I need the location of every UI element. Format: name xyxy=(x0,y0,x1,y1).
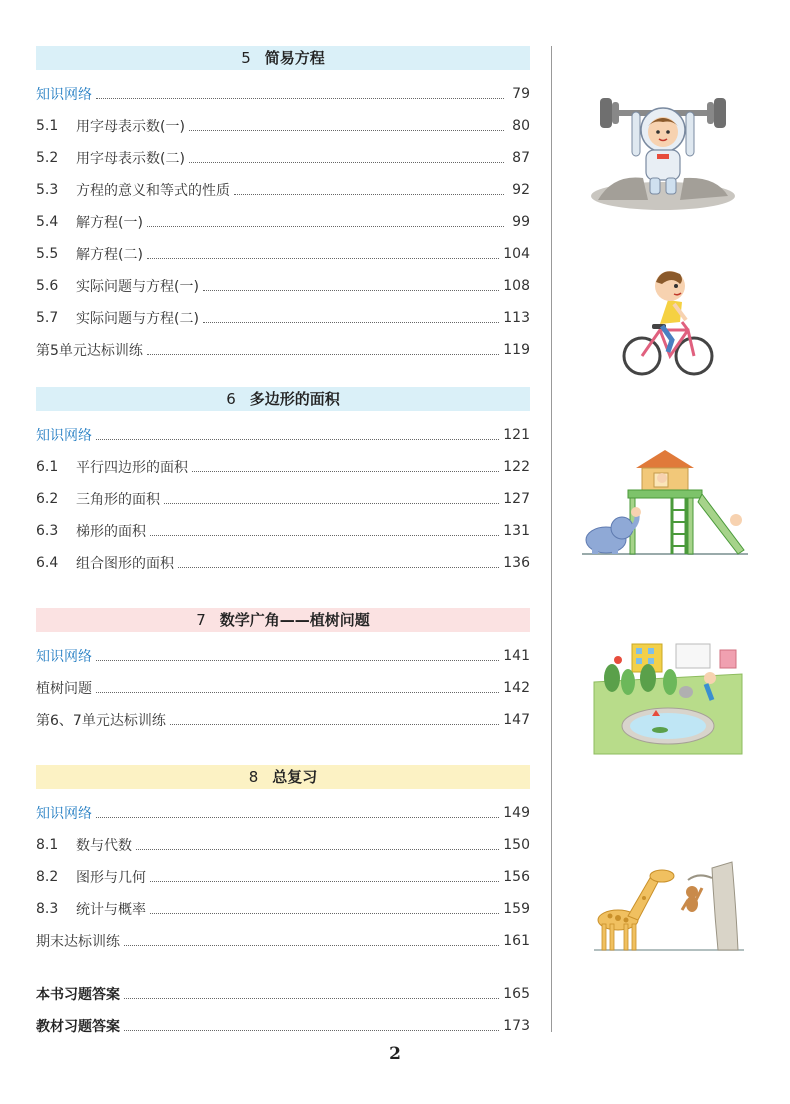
toc-entry[interactable] xyxy=(36,334,530,366)
section-number: 5 xyxy=(241,49,251,67)
dot-leader xyxy=(189,162,504,163)
entry-title: 期末达标训练 xyxy=(36,934,120,950)
entry-number: 5.3 xyxy=(36,182,59,198)
toc-entry[interactable] xyxy=(36,704,530,736)
entry-number: 6.2 xyxy=(36,491,59,507)
dot-leader xyxy=(124,998,499,999)
giraffe-monkey-illustration xyxy=(588,858,748,956)
entry-number: 5.5 xyxy=(36,246,59,262)
toc-entry[interactable] xyxy=(36,142,530,174)
entry-title: 解方程(一) xyxy=(76,215,143,231)
entry-page: 165 xyxy=(503,986,530,1002)
entry-title: 梯形的面积 xyxy=(76,524,146,540)
entry-number: 8.1 xyxy=(36,837,59,853)
entry-title: 数与代数 xyxy=(76,838,132,854)
toc-entry[interactable] xyxy=(36,978,530,1010)
playground-slide-elephant-illustration xyxy=(582,448,748,558)
entry-title: 用字母表示数(一) xyxy=(76,119,185,135)
section-number: 8 xyxy=(248,768,259,786)
toc-entry[interactable] xyxy=(36,110,530,142)
dot-leader xyxy=(178,567,499,568)
entry-page: 80 xyxy=(512,118,530,134)
dot-leader xyxy=(234,194,504,195)
column-divider xyxy=(551,46,552,1032)
section-title: 数学广角——植树问题 xyxy=(219,611,370,629)
entry-title: 知识网络 xyxy=(36,428,92,444)
section-6 xyxy=(36,387,530,579)
section-7 xyxy=(36,608,530,736)
entry-page: 136 xyxy=(503,555,530,571)
toc-entry[interactable] xyxy=(36,829,530,861)
entry-title: 实际问题与方程(二) xyxy=(76,311,199,327)
dot-leader xyxy=(96,98,504,99)
toc-entry[interactable] xyxy=(36,302,530,334)
section-5 xyxy=(36,46,530,366)
toc-entry[interactable] xyxy=(36,78,530,110)
entry-title: 知识网络 xyxy=(36,649,92,665)
entry-page: 159 xyxy=(503,901,530,917)
entry-page: 79 xyxy=(512,86,530,102)
entry-title: 组合图形的面积 xyxy=(76,556,174,572)
toc-entry[interactable] xyxy=(36,174,530,206)
toc-entry[interactable] xyxy=(36,1010,530,1042)
entry-title: 解方程(二) xyxy=(76,247,143,263)
dot-leader xyxy=(96,660,499,661)
dot-leader xyxy=(150,535,499,536)
appendix xyxy=(36,978,530,1042)
toc-entry[interactable] xyxy=(36,925,530,957)
entry-number: 5.4 xyxy=(36,214,59,230)
entry-title: 教材习题答案 xyxy=(36,1019,120,1035)
park-pond-illustration xyxy=(592,638,744,756)
section-number: 7 xyxy=(196,611,206,629)
entry-number: 5.1 xyxy=(36,118,59,134)
toc-entry[interactable] xyxy=(36,893,530,925)
dot-leader xyxy=(203,290,499,291)
dot-leader xyxy=(164,503,499,504)
dot-leader xyxy=(150,881,499,882)
entry-number: 6.4 xyxy=(36,555,59,571)
toc-entry[interactable] xyxy=(36,861,530,893)
entry-page: 161 xyxy=(503,933,530,949)
entry-title: 统计与概率 xyxy=(76,902,146,918)
dot-leader xyxy=(150,913,499,914)
toc-entry[interactable] xyxy=(36,547,530,579)
entry-number: 5.7 xyxy=(36,310,59,326)
toc-entry[interactable] xyxy=(36,797,530,829)
section-banner xyxy=(36,387,530,411)
entry-title: 知识网络 xyxy=(36,806,92,822)
dot-leader xyxy=(136,849,499,850)
entry-title: 第6、7单元达标训练 xyxy=(36,713,166,729)
entry-title: 知识网络 xyxy=(36,87,92,103)
entry-page: 92 xyxy=(512,182,530,198)
entry-page: 119 xyxy=(503,342,530,358)
entry-number: 8.3 xyxy=(36,901,59,917)
section-number: 6 xyxy=(226,390,236,408)
dot-leader xyxy=(96,439,499,440)
dot-leader xyxy=(96,817,499,818)
section-banner xyxy=(36,765,530,789)
entry-number: 5.2 xyxy=(36,150,59,166)
entry-number: 6.3 xyxy=(36,523,59,539)
page-number: 2 xyxy=(389,1044,401,1064)
entry-page: 173 xyxy=(503,1018,530,1034)
dot-leader xyxy=(124,945,499,946)
dot-leader xyxy=(147,354,499,355)
dot-leader xyxy=(192,471,499,472)
dot-leader xyxy=(147,226,504,227)
entry-title: 用字母表示数(二) xyxy=(76,151,185,167)
boy-on-bicycle-illustration xyxy=(622,264,714,380)
entry-page: 149 xyxy=(503,805,530,821)
section-title: 多边形的面积 xyxy=(249,390,340,408)
entry-title: 本书习题答案 xyxy=(36,987,120,1003)
entry-number: 5.6 xyxy=(36,278,59,294)
entry-title: 方程的意义和等式的性质 xyxy=(76,183,230,199)
entry-number: 6.1 xyxy=(36,459,59,475)
entry-title: 平行四边形的面积 xyxy=(76,460,188,476)
entry-page: 131 xyxy=(503,523,530,539)
dot-leader xyxy=(96,692,499,693)
toc-entry[interactable] xyxy=(36,270,530,302)
entry-page: 87 xyxy=(512,150,530,166)
entry-number: 8.2 xyxy=(36,869,59,885)
toc-entry[interactable] xyxy=(36,672,530,704)
dot-leader xyxy=(147,258,499,259)
entry-page: 113 xyxy=(503,310,530,326)
entry-page: 122 xyxy=(503,459,530,475)
toc-entry[interactable] xyxy=(36,483,530,515)
entry-page: 127 xyxy=(503,491,530,507)
astronaut-weightlifter-illustration xyxy=(588,92,738,214)
dot-leader xyxy=(189,130,504,131)
dot-leader xyxy=(203,322,499,323)
entry-page: 147 xyxy=(503,712,530,728)
toc-entry[interactable] xyxy=(36,206,530,238)
entry-page: 108 xyxy=(503,278,530,294)
entry-page: 104 xyxy=(503,246,530,262)
toc-entry[interactable] xyxy=(36,451,530,483)
section-banner xyxy=(36,608,530,632)
entry-title: 图形与几何 xyxy=(76,870,146,886)
entry-page: 99 xyxy=(512,214,530,230)
section-banner xyxy=(36,46,530,70)
section-title: 简易方程 xyxy=(264,49,325,67)
toc-entry[interactable] xyxy=(36,238,530,270)
toc-entry[interactable] xyxy=(36,640,530,672)
dot-leader xyxy=(170,724,499,725)
toc-entry[interactable] xyxy=(36,419,530,451)
table-of-contents xyxy=(36,46,530,1042)
section-title: 总复习 xyxy=(272,768,318,786)
entry-title: 植树问题 xyxy=(36,681,92,697)
toc-entry[interactable] xyxy=(36,515,530,547)
entry-page: 141 xyxy=(503,648,530,664)
entry-title: 三角形的面积 xyxy=(76,492,160,508)
entry-page: 142 xyxy=(503,680,530,696)
entry-title: 实际问题与方程(一) xyxy=(76,279,199,295)
entry-page: 150 xyxy=(503,837,530,853)
dot-leader xyxy=(124,1030,499,1031)
entry-page: 156 xyxy=(503,869,530,885)
entry-title: 第5单元达标训练 xyxy=(36,343,143,359)
section-8 xyxy=(36,765,530,957)
entry-page: 121 xyxy=(503,427,530,443)
